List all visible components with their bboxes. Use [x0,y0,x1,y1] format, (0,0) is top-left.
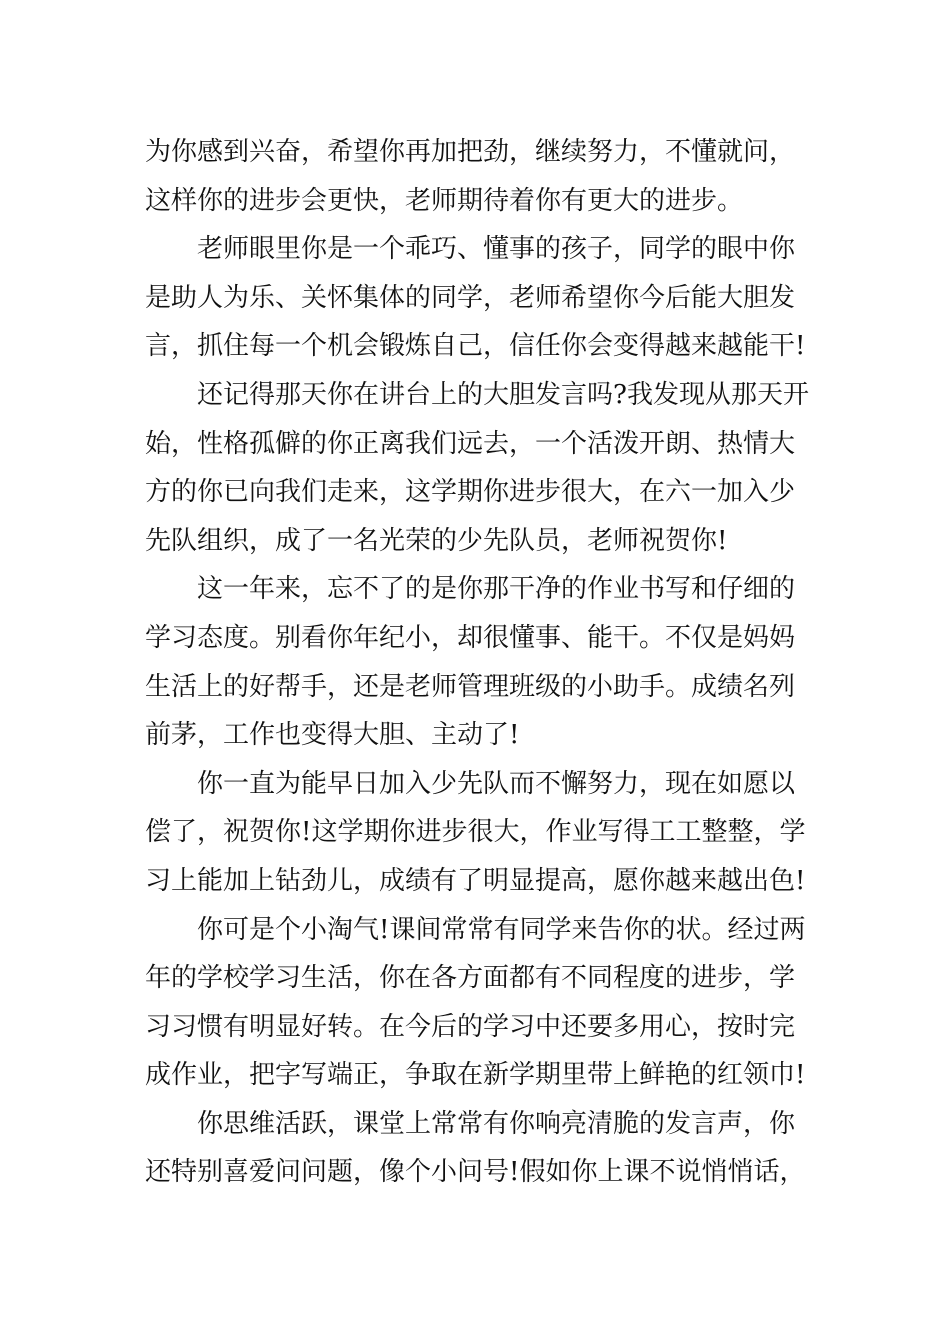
text-line: 是助人为乐、关怀集体的同学，老师希望你今后能大胆发 [145,282,796,313]
paragraph [145,906,810,1100]
paragraph [145,1100,810,1197]
text-line: 还特别喜爱问问题，像个小问号!假如你上课不说悄悄话， [145,1157,806,1188]
text-line: 前茅，工作也变得大胆、主动了! [145,720,520,751]
text-line: 偿了，祝贺你!这学期你进步很大，作业写得工工整整，学 [145,817,806,848]
text-line: 言，抓住每一个机会锻炼自己，信任你会变得越来越能干! [145,331,806,362]
text-line: 你一直为能早日加入少先队而不懈努力，现在如愿以 [197,768,796,799]
text-line: 年的学校学习生活，你在各方面都有不同程度的进步，学 [145,963,796,994]
paragraph [145,128,810,225]
text-line: 老师眼里你是一个乖巧、懂事的孩子，同学的眼中你 [197,234,796,265]
document-body [145,128,810,1197]
text-line: 学习态度。别看你年纪小，却很懂事、能干。不仅是妈妈 [145,622,796,653]
text-line: 习上能加上钻劲儿，成绩有了明显提高，愿你越来越出色! [145,865,806,896]
text-line: 还记得那天你在讲台上的大胆发言吗?我发现从那天开 [197,379,809,410]
paragraph [145,565,810,759]
paragraph [145,225,810,371]
text-line: 你可是个小淘气!课间常常有同学来告你的状。经过两 [197,914,806,945]
text-line: 成作业，把字写端正，争取在新学期里带上鲜艳的红领巾! [145,1060,806,1091]
text-line: 你思维活跃，课堂上常常有你响亮清脆的发言声，你 [197,1108,796,1139]
text-line: 习习惯有明显好转。在今后的学习中还要多用心，按时完 [145,1011,796,1042]
text-line: 始，性格孤僻的你正离我们远去，一个活泼开朗、热情大 [145,428,796,459]
text-line: 生活上的好帮手，还是老师管理班级的小助手。成绩名列 [145,671,796,702]
text-line: 方的你已向我们走来，这学期你进步很大，在六一加入少 [145,477,796,508]
paragraph [145,760,810,906]
text-line: 为你感到兴奋，希望你再加把劲，继续努力，不懂就问， [145,137,796,167]
text-line: 这样你的进步会更快，老师期待着你有更大的进步。 [145,185,744,216]
text-line: 这一年来，忘不了的是你那干净的作业书写和仔细的 [197,574,796,605]
text-line: 先队组织，成了一名光荣的少先队员，老师祝贺你! [145,525,728,556]
paragraph [145,371,810,565]
